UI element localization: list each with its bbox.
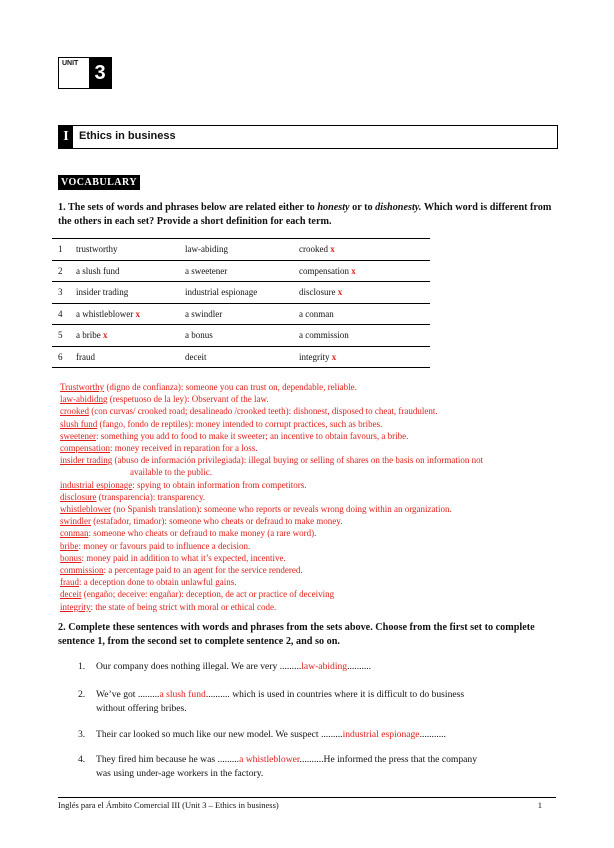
table-cell [52,239,74,261]
table-cell [52,303,74,325]
sentence-text: Their car looked so much like our new model. We suspect ......... [96,729,343,740]
odd-one-out-mark: x [337,287,343,298]
table-cell [297,346,430,368]
definition-term: fraud [60,577,79,588]
table-cell [74,282,183,304]
definition-term: integrity [60,601,91,612]
definition-text: (engaño; deceive: engañar): deception, de act or practice of deceiving [81,589,335,600]
table-row [52,325,430,347]
vocabulary-heading: VOCABULARY [58,175,140,190]
table-cell [52,260,74,282]
definition-text: (abuso de información privilegiada): illegal buying or selling of shares on the basis on information not [112,455,484,466]
table-cell [297,325,430,347]
cell-text: 5 [58,330,63,341]
q1-text-a: 1. The sets of words and phrases below are related either to [58,202,318,213]
table-row [52,239,430,261]
definition-text: : something you add to food to make it sweeter; an incentive to obtain favours, a bribe. [95,430,409,441]
cell-text: law-abiding [185,244,228,255]
definition-item [60,381,560,393]
definition-term: slush fund [60,418,98,429]
sentence-text-end: ..........He informed the press that the company [299,754,477,765]
sentence-continuation: without offering bribes. [96,703,187,714]
sentence-number: 3. [78,729,86,740]
cell-text: integrity [299,351,330,362]
definition-text: (digno de confianza): someone you can trust on, dependable, reliable. [104,382,357,392]
unit-label: UNIT [62,60,79,67]
definition-term: compensation [60,443,110,454]
definition-term: swindler [60,516,91,527]
cell-text: disclosure [299,287,336,298]
cell-text: a conman [299,308,334,319]
sentence-text-end: .......... [347,661,372,672]
section-title: Ethics in business [79,130,176,142]
definitions-list [60,381,560,613]
definition-item [60,503,560,515]
definition-text: (transparencia): transparency. [96,491,206,502]
cell-text: a bribe [76,330,101,341]
definition-item [60,515,560,527]
sentence-text: They fired him because he was ......... [96,754,240,765]
definition-term: bonus [60,552,82,563]
definition-item [60,491,560,503]
cell-text: 6 [58,351,63,362]
table-cell [74,325,183,347]
definition-term: whistleblower [60,504,111,515]
section-header [58,125,558,149]
table-cell [183,239,297,261]
definition-item [60,576,560,588]
sentence-number: 2. [78,689,86,700]
definition-term: deceit [60,589,82,600]
sentence-answer: a whistleblower [239,754,300,765]
sentence-continuation: was using under-age workers in the factory. [96,768,264,779]
sentence-text: We’ve got ......... [96,689,160,700]
definition-text: : someone who cheats or defraud to make money (a rare word). [88,528,317,539]
sentence-text-end: ........... [419,729,446,740]
definition-item [60,405,560,417]
sentence-number: 1. [78,661,86,672]
table-cell [74,260,183,282]
cell-text: 3 [58,287,63,298]
definition-term: conman [60,528,89,539]
definition-term: disclosure [60,491,97,502]
odd-one-out-mark: x [135,308,140,319]
question-1 [58,201,556,229]
table-cell [297,303,430,325]
odd-one-out-mark: x [103,330,108,341]
cell-text: a whistleblower [76,308,134,319]
definition-item [60,479,560,491]
q1-text-b: or to [349,202,376,213]
sentence-answer: industrial espionage [342,729,420,740]
q1-text-c: Which word is different from the others in each set? Provide a short definition for each term. [58,202,552,227]
definition-item [60,552,560,564]
table-cell [74,239,183,261]
cell-text: a swindler [185,308,223,319]
definition-item [60,430,560,442]
footer-text: Inglés para el Ámbito Comercial III (Unit 3 – Ethics in business) [58,800,279,810]
definition-item [60,540,560,552]
definition-continuation: available to the public. [130,467,212,478]
cell-text: 1 [58,244,63,255]
table-cell [52,346,74,368]
table-cell [74,346,183,368]
cell-text: 4 [58,308,63,319]
cell-text: crooked [299,244,328,255]
definition-term: commission [60,565,104,576]
page-footer [58,797,556,810]
cell-text: fraud [76,351,95,362]
odd-one-out-mark: x [331,351,337,362]
definition-text: : a percentage paid to an agent for the service rendered. [103,565,303,576]
unit-number: 3 [89,58,111,88]
definition-text: : money or favours paid to influence a decision. [78,540,251,551]
definition-text: : the state of being strict with moral or ethical code. [90,601,277,612]
definition-text: (estafador, timador): someone who cheats or defraud to make money. [91,516,343,527]
definition-term: Trustworthy [60,382,105,392]
table-row [52,282,430,304]
definition-text: : money paid in addition to what it’s expected, incentive. [81,552,286,563]
definition-text: (respetuoso de la ley): Observant of the law. [107,394,269,405]
table-row [52,303,430,325]
cell-text: a sweetener [185,265,228,276]
table-cell [74,303,183,325]
table-cell [183,303,297,325]
sentence-4 [78,753,548,781]
cell-text: a commission [299,330,349,341]
cell-text: compensation [299,265,349,276]
table-cell [52,282,74,304]
q1-honesty: honesty [317,202,350,213]
definition-item [60,564,560,576]
table-cell [183,325,297,347]
cell-text: a slush fund [76,265,120,276]
question-2: 2. Complete these sentences with words and phrases from the sets above. Choose from the first set to complete sentence 1, from the second set to complete sentence 2, and so on. [58,622,535,647]
definition-text: : money received in reparation for a loss. [110,443,258,454]
definition-item [60,442,560,454]
definition-item [60,393,560,405]
sentence-3 [78,728,548,742]
cell-text: trustworthy [76,244,118,255]
word-sets-table [52,238,430,368]
cell-text: industrial espionage [185,287,258,298]
definition-item [60,527,560,539]
table-cell [52,325,74,347]
cell-text: a bonus [185,330,213,341]
table-cell [183,346,297,368]
table-cell [183,260,297,282]
table-cell [183,282,297,304]
q1-dishonesty: dishonesty. [375,202,422,213]
definition-term: insider trading [60,455,113,466]
table-row [52,260,430,282]
definition-text: : a deception done to obtain unlawful gains. [79,577,237,588]
table-cell [297,260,430,282]
table-row [52,346,430,368]
definition-item [60,588,560,600]
odd-one-out-mark: x [330,244,335,255]
definition-term: industrial espionage [60,479,133,490]
definition-term: crooked [60,406,89,417]
unit-box [58,57,112,89]
section-numeral: I [59,126,73,148]
sentence-answer: law-abiding [301,661,348,672]
cell-text: deceit [185,351,207,362]
sentence-2 [78,688,548,716]
cell-text: insider trading [76,287,129,298]
sentence-1 [78,660,548,674]
definition-text: (fango, fondo de reptiles): money intended to corrupt practices, such as bribes. [97,418,383,429]
table-cell [297,282,430,304]
definition-text: (con curvas/ crooked road; desalineado /crooked teeth): dishonest, disposed to cheat, fraudulent. [89,406,438,417]
table-cell [297,239,430,261]
sentence-text-end: .......... which is used in countries where it is difficult to do business [205,689,465,700]
sentence-text: Our company does nothing illegal. We are very ......... [96,661,302,672]
sentence-number: 4. [78,754,86,765]
definition-item [60,418,560,430]
cell-text: 2 [58,265,63,276]
definition-item [60,454,560,466]
definition-term: law-abididng [60,394,108,405]
sentence-answer: a slush fund [159,689,206,700]
definition-term: sweetener [60,430,96,441]
odd-one-out-mark: x [351,265,356,276]
definition-text: (no Spanish translation): someone who reports or reveals wrong doing within an organization. [111,504,452,515]
definition-term: bribe [60,540,79,551]
definition-item [60,601,560,613]
definition-text: : spying to obtain information from competitors. [132,479,307,490]
page-number: 1 [537,800,542,810]
